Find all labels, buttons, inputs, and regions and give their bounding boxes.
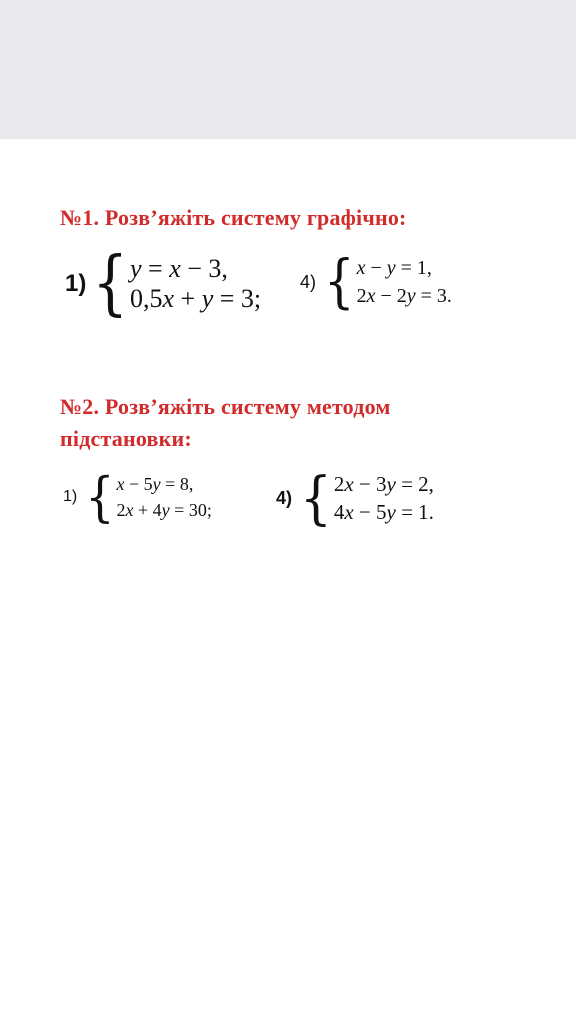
task1-system-1 — [65, 242, 262, 324]
equation-1: 2x − 3y = 2, — [333, 472, 434, 496]
equation-2: 2x + 4y = 30; — [116, 500, 212, 520]
system-label: 4) — [300, 271, 317, 292]
equation-1: y = x − 3, — [129, 254, 228, 283]
equations — [130, 254, 261, 314]
equations — [117, 471, 212, 523]
left-brace: { — [300, 464, 332, 532]
left-brace: { — [324, 248, 355, 316]
system-label: 1) — [63, 488, 78, 505]
system-label: 1) — [65, 270, 87, 297]
equation-1: x − 5y = 8, — [116, 474, 194, 494]
equation-2: 2x − 2y = 3. — [356, 285, 452, 307]
task2-system-4 — [276, 464, 434, 532]
left-brace: { — [85, 465, 115, 529]
left-brace: { — [92, 242, 128, 324]
equations — [334, 470, 434, 526]
task2-heading: №2. Розв’яжіть систему методом підстановки: — [60, 394, 391, 451]
equation-1: x − y = 1, — [356, 257, 432, 279]
task1-system-4 — [300, 248, 452, 316]
top-gray-band — [0, 0, 576, 139]
equation-2: 0,5x + y = 3; — [129, 284, 262, 313]
task1-heading: №1. Розв’яжіть систему графічно: — [60, 205, 407, 230]
task2-system-1 — [63, 465, 212, 529]
system-label: 4) — [276, 487, 293, 508]
equations — [357, 254, 452, 310]
equation-2: 4x − 5y = 1. — [333, 500, 434, 524]
